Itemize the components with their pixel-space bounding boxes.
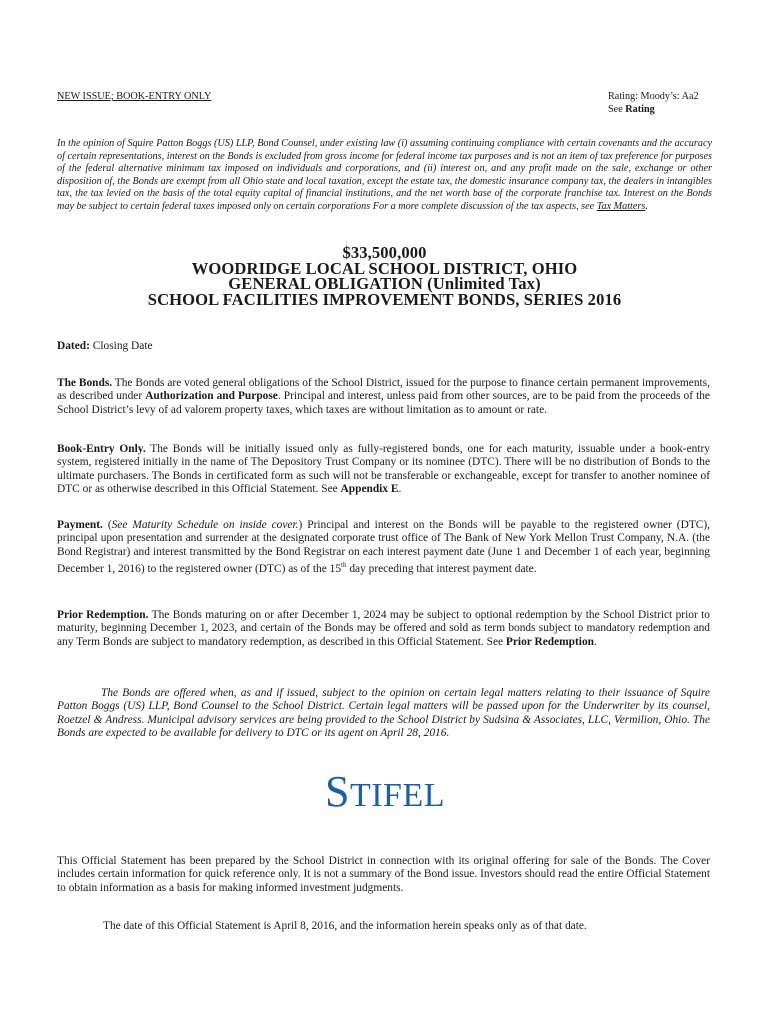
- dated-line: Dated: Closing Date: [57, 340, 153, 352]
- title-block: [57, 245, 712, 307]
- rating-block: [608, 91, 758, 116]
- rating-see: See Rating: [608, 103, 655, 115]
- tax-matters-ref: Tax Matters: [596, 200, 646, 212]
- prior-redemption-heading: Prior Redemption.: [57, 609, 149, 621]
- prior-redemption-paragraph: Prior Redemption. The Bonds maturing on or after December 1, 2024 may be subject to optional redemption by the School District prior to maturity, beginning December 1, 2023, and certain of the Bonds may be offered and sold as term bonds subject to mandatory redemption and any Term Bonds are subject to mandatory redemption, as described in this Official Statement. See Prior Redemption.: [57, 609, 710, 648]
- stifel-logo: STIFEL: [324, 767, 446, 816]
- payment-paragraph: Payment. (See Maturity Schedule on inside cover.) Principal and interest on the Bonds will be payable to the registered owner (DTC), principal upon presentation and surrender at the designated corporate trust office of The Bank of New York Mellon Trust Company, N.A. (the Bond Registrar) and interest transmitted by the Bond Registrar on each interest payment date (June 1 and December 1 of each year, beginning December 1, 2016) to the registered owner (DTC) as of the 15th day preceding that interest payment date.: [57, 519, 711, 576]
- authorization-ref: Authorization and Purpose: [145, 390, 278, 403]
- bond-amount: $33,500,000: [342, 243, 427, 262]
- payment-heading: Payment.: [57, 519, 103, 531]
- book-entry-paragraph: Book-Entry Only. The Bonds will be initially issued only as fully-registered bonds, one for each maturity, issuable under a book-entry system, registered initially in the name of The Depository Trust Company or its nominee (DTC). There will be no distribution of Bonds to the ultimate purchasers. The Bonds in certificated form as such will not be transferable or exchangeable, except for transfer to another nominee of DTC or as otherwise described in this Official Statement. See Appendix E.: [57, 443, 710, 496]
- maturity-schedule-ref: See Maturity Schedule on inside cover.: [111, 519, 299, 531]
- bonds-heading: The Bonds.: [57, 377, 113, 389]
- prior-redemption-ref: Prior Redemption: [505, 635, 594, 648]
- rating-line: Rating: Moody’s: Aa2: [608, 91, 699, 102]
- title-line-2: GENERAL OBLIGATION (Unlimited Tax): [228, 274, 541, 294]
- appendix-e-ref: Appendix E: [340, 483, 399, 496]
- date-statement: The date of this Official Statement is April 8, 2016, and the information herein speaks only as of that date.: [103, 920, 587, 932]
- title-line-3: SCHOOL FACILITIES IMPROVEMENT BONDS, SERIES 2016: [147, 289, 622, 309]
- offering-paragraph: The Bonds are offered when, as and if issued, subject to the opinion on certain legal matters relating to their issuance of Squire Patton Boggs (US) LLP, Bond Counsel to the School District. Certain legal matters will be passed upon for the Underwriter by its counsel, Roetzel & Andress. Municipal advisory services are being provided to the School District by Sudsina & Associates, LLC, Vermilion, Ohio. The Bonds are expected to be available for delivery to DTC or its agent on April 28, 2016.: [57, 687, 710, 740]
- rating-ref: Rating: [625, 103, 655, 115]
- bonds-paragraph: The Bonds. The Bonds are voted general obligations of the School District, issued for the purpose to finance certain permanent improvements, as described under Authorization and Purpose. Principal and interest, unless paid from other sources, are to be paid from the proceeds of the School District’s levy of ad valorem property taxes, which taxes are without limitation as to amount or rate.: [57, 377, 710, 416]
- issue-type: NEW ISSUE; BOOK-ENTRY ONLY: [57, 91, 212, 102]
- tax-opinion: In the opinion of Squire Patton Boggs (US) LLP, Bond Counsel, under existing law (i) assuming continuing compliance with certain covenants and the accuracy of certain representations, interest on the Bonds is excluded from gross income for federal income tax purposes and is not an item of tax preference for purposes of the federal alternative minimum tax imposed on individuals and corporations, and (ii) interest on, and any profit made on the sale, exchange or other disposition of, the Bonds are exempt from all Ohio state and local taxation, except the estate tax, the domestic insurance company tax, the dealers in intangibles tax, the tax levied on the basis of the total equity capital of financial institutions, and the net worth base of the corporate franchise tax. Interest on the Bonds may be subject to certain federal taxes imposed only on certain corporations For a more complete discussion of the tax aspects, see Tax Matters.: [57, 138, 712, 212]
- disclaimer-paragraph: This Official Statement has been prepared by the School District in connection with its original offering for sale of the Bonds. The Cover includes certain information for quick reference only. It is not a summary of the Bond issue. Investors should read the entire Official Statement to obtain information as a basis for making informed investment judgments.: [57, 855, 710, 894]
- book-entry-heading: Book-Entry Only.: [57, 443, 146, 455]
- title-line-1: WOODRIDGE LOCAL SCHOOL DISTRICT, OHIO: [191, 258, 578, 278]
